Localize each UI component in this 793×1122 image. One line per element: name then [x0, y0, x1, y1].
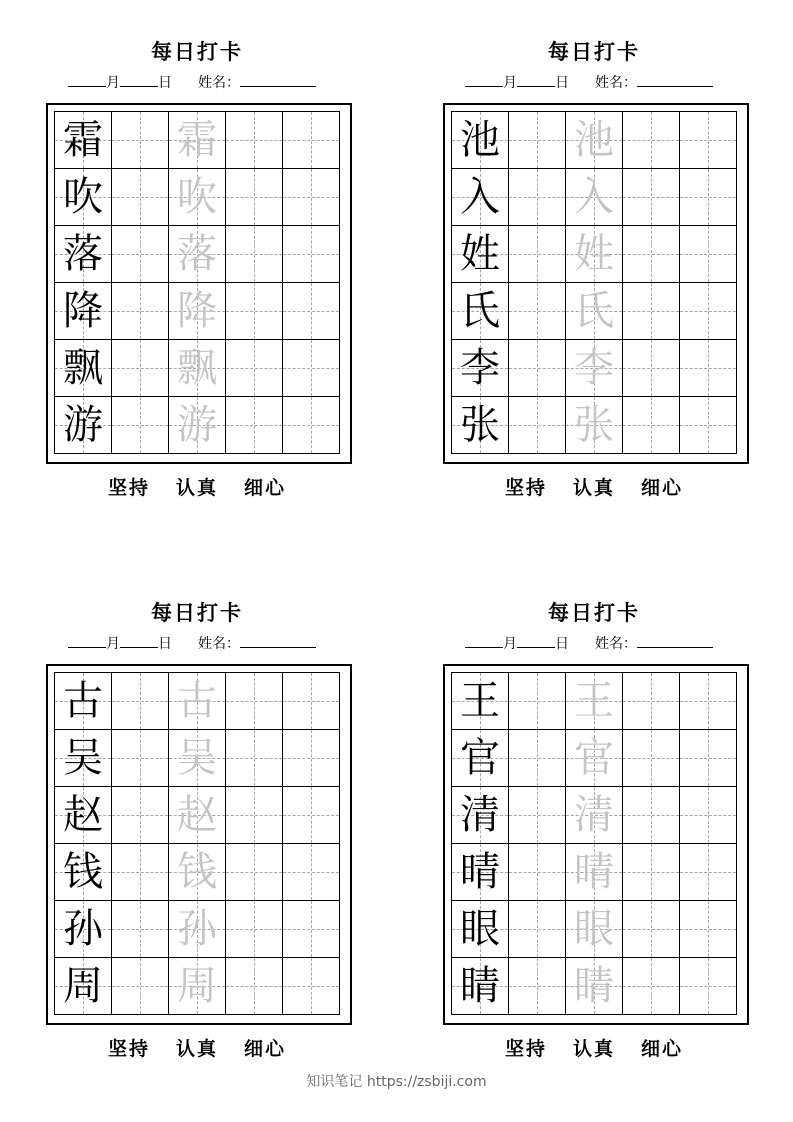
practice-cell[interactable] — [226, 844, 283, 901]
writing-grid — [54, 672, 340, 1015]
writing-grid — [451, 672, 737, 1015]
practice-cell[interactable] — [623, 958, 680, 1015]
card-title: 每日打卡 — [151, 39, 243, 64]
motto-word: 认真 — [572, 477, 615, 499]
name-blank[interactable] — [240, 72, 316, 87]
model-cell[interactable] — [55, 340, 112, 397]
model-character: 池 — [460, 117, 500, 163]
month-label: 月 — [503, 75, 517, 91]
model-character: 眼 — [460, 906, 500, 952]
motto-word: 细心 — [244, 477, 287, 499]
motto-word: 细心 — [244, 1038, 287, 1060]
practice-cell[interactable] — [112, 673, 169, 730]
day-label: 日 — [555, 75, 569, 91]
model-cell[interactable] — [452, 340, 509, 397]
trace-cell[interactable] — [169, 397, 226, 454]
model-cell[interactable] — [452, 844, 509, 901]
practice-cell[interactable] — [112, 730, 169, 787]
trace-character: 姓 — [574, 231, 614, 277]
practice-cell[interactable] — [226, 958, 283, 1015]
day-blank[interactable] — [517, 633, 555, 648]
model-cell[interactable] — [452, 730, 509, 787]
model-cell[interactable] — [55, 730, 112, 787]
trace-character: 古 — [177, 678, 217, 724]
model-cell[interactable] — [55, 901, 112, 958]
model-cell[interactable] — [452, 901, 509, 958]
writing-grid-frame — [46, 664, 352, 1025]
month-label: 月 — [106, 75, 120, 91]
model-character: 入 — [460, 174, 500, 220]
trace-character: 李 — [574, 345, 614, 391]
model-cell[interactable] — [452, 397, 509, 454]
model-character: 飘 — [63, 345, 103, 391]
writing-grid — [54, 111, 340, 454]
practice-cell[interactable] — [112, 283, 169, 340]
name-blank[interactable] — [637, 633, 713, 648]
practice-cell[interactable] — [623, 901, 680, 958]
practice-cell[interactable] — [112, 112, 169, 169]
practice-cell[interactable] — [680, 844, 737, 901]
trace-character: 孙 — [177, 906, 217, 952]
trace-character: 官 — [574, 735, 614, 781]
practice-cell[interactable] — [112, 397, 169, 454]
model-character: 降 — [63, 288, 103, 334]
date-name-line — [465, 72, 713, 92]
trace-character: 池 — [574, 117, 614, 163]
practice-cell[interactable] — [226, 397, 283, 454]
practice-cell[interactable] — [283, 169, 340, 226]
practice-cell[interactable] — [283, 673, 340, 730]
month-label: 月 — [503, 636, 517, 652]
trace-cell[interactable] — [169, 112, 226, 169]
trace-character: 霜 — [177, 117, 217, 163]
model-character: 赵 — [63, 792, 103, 838]
trace-cell[interactable] — [566, 844, 623, 901]
day-blank[interactable] — [120, 72, 158, 87]
trace-cell[interactable] — [566, 169, 623, 226]
model-character: 落 — [63, 231, 103, 277]
motto-line — [443, 1034, 745, 1061]
practice-cell[interactable] — [623, 730, 680, 787]
trace-cell[interactable] — [566, 340, 623, 397]
model-character: 姓 — [460, 231, 500, 277]
model-character: 周 — [63, 963, 103, 1009]
model-character: 张 — [460, 402, 500, 448]
trace-cell[interactable] — [566, 901, 623, 958]
practice-cell[interactable] — [226, 226, 283, 283]
month-blank[interactable] — [68, 72, 106, 87]
motto-word: 坚持 — [504, 1038, 547, 1060]
trace-character: 降 — [177, 288, 217, 334]
practice-cell[interactable] — [680, 397, 737, 454]
practice-cell[interactable] — [509, 844, 566, 901]
practice-cell[interactable] — [226, 901, 283, 958]
name-blank[interactable] — [240, 633, 316, 648]
practice-cell[interactable] — [623, 169, 680, 226]
trace-cell[interactable] — [566, 397, 623, 454]
practice-cell[interactable] — [283, 397, 340, 454]
model-cell[interactable] — [55, 283, 112, 340]
day-label: 日 — [555, 636, 569, 652]
practice-cell[interactable] — [509, 901, 566, 958]
month-blank[interactable] — [465, 72, 503, 87]
practice-cell[interactable] — [623, 283, 680, 340]
model-character: 古 — [63, 678, 103, 724]
model-cell[interactable] — [452, 112, 509, 169]
model-cell[interactable] — [452, 226, 509, 283]
trace-character: 赵 — [177, 792, 217, 838]
trace-cell[interactable] — [169, 958, 226, 1015]
practice-cell[interactable] — [680, 901, 737, 958]
model-cell[interactable] — [55, 226, 112, 283]
trace-character: 王 — [574, 678, 614, 724]
model-character: 钱 — [63, 849, 103, 895]
practice-cell[interactable] — [226, 340, 283, 397]
writing-grid-frame — [46, 103, 352, 464]
practice-cell[interactable] — [680, 787, 737, 844]
motto-line — [46, 473, 348, 500]
trace-character: 张 — [574, 402, 614, 448]
model-character: 游 — [63, 402, 103, 448]
practice-cell[interactable] — [680, 283, 737, 340]
practice-cell[interactable] — [112, 787, 169, 844]
motto-word: 认真 — [175, 1038, 218, 1060]
practice-cell[interactable] — [623, 226, 680, 283]
practice-cell[interactable] — [509, 169, 566, 226]
model-cell[interactable] — [452, 169, 509, 226]
practice-cell[interactable] — [283, 340, 340, 397]
model-character: 李 — [460, 345, 500, 391]
practice-cell[interactable] — [509, 112, 566, 169]
month-label: 月 — [106, 636, 120, 652]
practice-cell[interactable] — [226, 787, 283, 844]
practice-cell[interactable] — [226, 673, 283, 730]
model-character: 吴 — [63, 735, 103, 781]
practice-cell[interactable] — [283, 787, 340, 844]
practice-cell[interactable] — [680, 673, 737, 730]
trace-character: 游 — [177, 402, 217, 448]
motto-word: 坚持 — [504, 477, 547, 499]
motto-line — [46, 1034, 348, 1061]
trace-cell[interactable] — [169, 901, 226, 958]
practice-cell[interactable] — [680, 112, 737, 169]
trace-character: 氏 — [574, 288, 614, 334]
trace-cell[interactable] — [169, 283, 226, 340]
writing-grid-frame — [443, 664, 749, 1025]
practice-cell[interactable] — [680, 958, 737, 1015]
practice-cell[interactable] — [226, 283, 283, 340]
model-cell[interactable] — [452, 283, 509, 340]
trace-cell[interactable] — [566, 958, 623, 1015]
practice-cell[interactable] — [283, 730, 340, 787]
motto-word: 细心 — [641, 477, 684, 499]
name-label: 姓名： — [595, 636, 637, 652]
trace-character: 飘 — [177, 345, 217, 391]
date-name-line — [68, 72, 316, 92]
model-character: 晴 — [460, 849, 500, 895]
card-title: 每日打卡 — [548, 39, 640, 64]
practice-cell[interactable] — [112, 901, 169, 958]
practice-cell[interactable] — [283, 958, 340, 1015]
practice-cell[interactable] — [509, 397, 566, 454]
model-cell[interactable] — [452, 958, 509, 1015]
trace-character: 吹 — [177, 174, 217, 220]
practice-cell[interactable] — [283, 226, 340, 283]
name-label: 姓名： — [198, 75, 240, 91]
motto-line — [443, 473, 745, 500]
model-cell[interactable] — [55, 169, 112, 226]
writing-grid — [451, 111, 737, 454]
practice-cell[interactable] — [112, 844, 169, 901]
practice-cell[interactable] — [226, 112, 283, 169]
card-title: 每日打卡 — [151, 600, 243, 625]
practice-cell[interactable] — [680, 169, 737, 226]
day-label: 日 — [158, 636, 172, 652]
model-character: 清 — [460, 792, 500, 838]
model-cell[interactable] — [55, 673, 112, 730]
practice-cell[interactable] — [283, 112, 340, 169]
model-character: 霜 — [63, 117, 103, 163]
trace-cell[interactable] — [566, 112, 623, 169]
month-blank[interactable] — [465, 633, 503, 648]
practice-cell[interactable] — [509, 673, 566, 730]
practice-cell[interactable] — [226, 169, 283, 226]
practice-cell[interactable] — [226, 730, 283, 787]
motto-word: 细心 — [641, 1038, 684, 1060]
model-cell[interactable] — [55, 112, 112, 169]
trace-cell[interactable] — [566, 673, 623, 730]
trace-character: 吴 — [177, 735, 217, 781]
practice-cell[interactable] — [509, 340, 566, 397]
day-blank[interactable] — [120, 633, 158, 648]
trace-character: 眼 — [574, 906, 614, 952]
motto-word: 坚持 — [107, 1038, 150, 1060]
date-name-line — [465, 633, 713, 653]
practice-cell[interactable] — [509, 730, 566, 787]
practice-cell[interactable] — [623, 397, 680, 454]
model-cell[interactable] — [452, 787, 509, 844]
model-cell[interactable] — [55, 397, 112, 454]
practice-cell[interactable] — [509, 787, 566, 844]
name-label: 姓名： — [198, 636, 240, 652]
trace-character: 钱 — [177, 849, 217, 895]
trace-cell[interactable] — [169, 730, 226, 787]
trace-cell[interactable] — [566, 730, 623, 787]
trace-character: 睛 — [574, 963, 614, 1009]
practice-cell[interactable] — [112, 340, 169, 397]
model-cell[interactable] — [55, 787, 112, 844]
practice-cell[interactable] — [623, 340, 680, 397]
trace-cell[interactable] — [169, 673, 226, 730]
practice-cell[interactable] — [509, 226, 566, 283]
day-blank[interactable] — [517, 72, 555, 87]
model-character: 孙 — [63, 906, 103, 952]
date-name-line — [68, 633, 316, 653]
name-blank[interactable] — [637, 72, 713, 87]
card-title: 每日打卡 — [548, 600, 640, 625]
trace-cell[interactable] — [169, 169, 226, 226]
model-character: 睛 — [460, 963, 500, 1009]
model-character: 氏 — [460, 288, 500, 334]
practice-cell[interactable] — [112, 958, 169, 1015]
trace-character: 晴 — [574, 849, 614, 895]
model-cell[interactable] — [55, 844, 112, 901]
trace-cell[interactable] — [169, 787, 226, 844]
trace-character: 周 — [177, 963, 217, 1009]
trace-cell[interactable] — [566, 787, 623, 844]
model-cell[interactable] — [452, 673, 509, 730]
name-label: 姓名： — [595, 75, 637, 91]
practice-cell[interactable] — [680, 340, 737, 397]
model-character: 吹 — [63, 174, 103, 220]
practice-cell[interactable] — [680, 730, 737, 787]
motto-word: 坚持 — [107, 477, 150, 499]
writing-grid-frame — [443, 103, 749, 464]
practice-cell[interactable] — [112, 169, 169, 226]
practice-cell[interactable] — [680, 226, 737, 283]
model-cell[interactable] — [55, 958, 112, 1015]
practice-cell[interactable] — [623, 112, 680, 169]
trace-cell[interactable] — [169, 340, 226, 397]
month-blank[interactable] — [68, 633, 106, 648]
practice-cell[interactable] — [623, 844, 680, 901]
practice-cell[interactable] — [623, 787, 680, 844]
trace-cell[interactable] — [566, 226, 623, 283]
trace-character: 清 — [574, 792, 614, 838]
model-character: 官 — [460, 735, 500, 781]
day-label: 日 — [158, 75, 172, 91]
motto-word: 认真 — [572, 1038, 615, 1060]
trace-cell[interactable] — [169, 844, 226, 901]
practice-cell[interactable] — [283, 901, 340, 958]
practice-cell[interactable] — [283, 283, 340, 340]
practice-cell[interactable] — [623, 673, 680, 730]
practice-cell[interactable] — [283, 844, 340, 901]
trace-character: 落 — [177, 231, 217, 277]
watermark-text: 知识笔记 https://zsbiji.com — [306, 1074, 487, 1090]
trace-cell[interactable] — [169, 226, 226, 283]
practice-cell[interactable] — [509, 958, 566, 1015]
practice-cell[interactable] — [509, 283, 566, 340]
trace-character: 入 — [574, 174, 614, 220]
motto-word: 认真 — [175, 477, 218, 499]
practice-cell[interactable] — [112, 226, 169, 283]
model-character: 王 — [460, 678, 500, 724]
trace-cell[interactable] — [566, 283, 623, 340]
